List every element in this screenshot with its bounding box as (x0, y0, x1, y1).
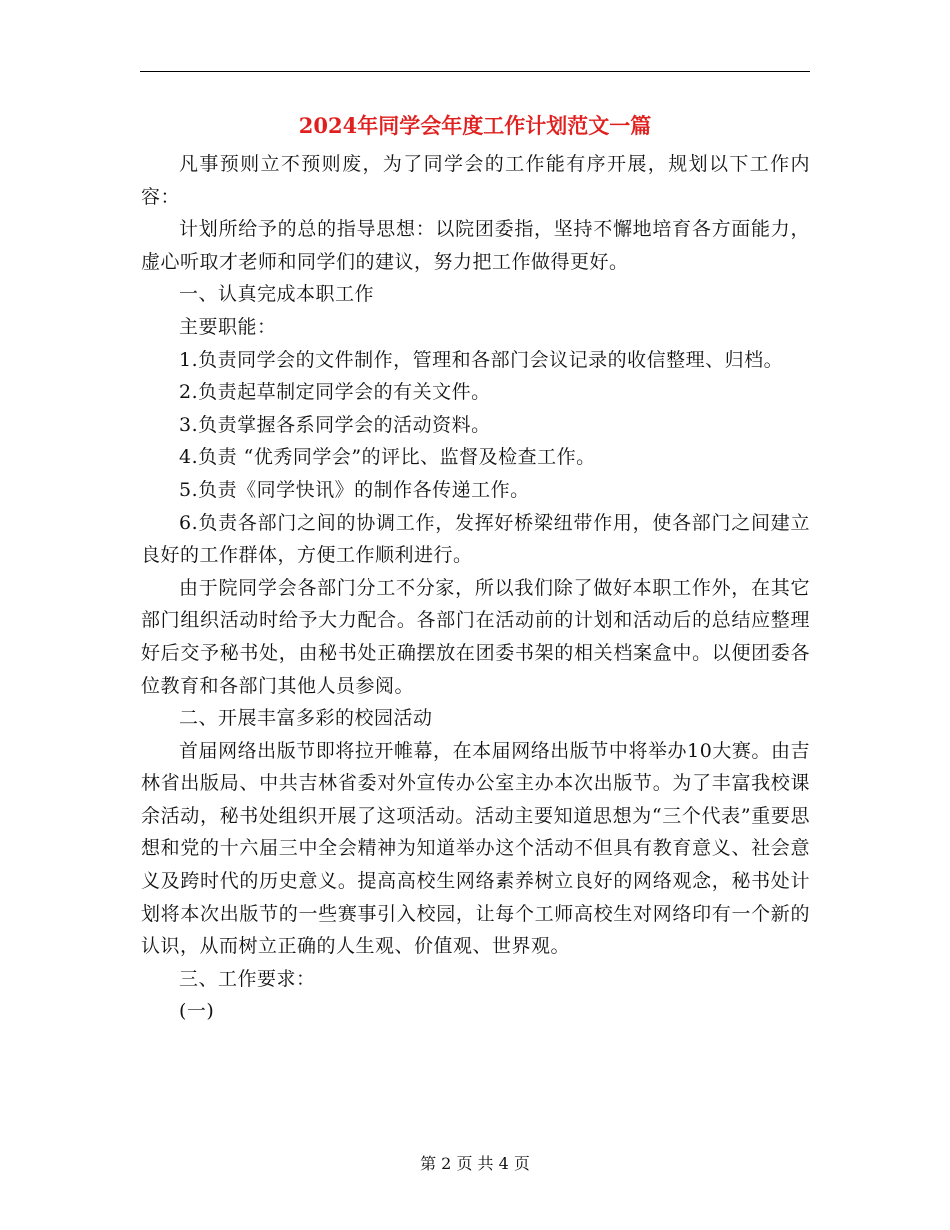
header-rule (140, 71, 810, 72)
list-item-duty-4: 4.负责 “优秀同学会”的评比、监督及检查工作。 (179, 446, 596, 469)
page-number-footer: 第 2 页 共 4 页 (420, 1154, 530, 1173)
list-item-duty-5: 5.负责《同学快讯》的制作各传递工作。 (179, 478, 530, 501)
document-body (141, 148, 810, 1028)
list-item-duty-2: 2.负责起草制定同学会的有关文件。 (179, 381, 491, 404)
paragraph-publishing-festival: 首届网络出版节即将拉开帷幕，在本届网络出版节中将举办10大赛。由吉林省出版局、中共吉林省委对外宣传办公室主办本次出版节。为了丰富我校课余活动，秘书处组织开展了这项活动。活动主要知道思想为“三个代表”重要思想和党的十六届三中全会精神为知道举办这个活动不但具有教育意义、社会意义及跨时代的历史意义。提高高校生网络素养树立良好的网络观念，秘书处计划将本次出版节的一些赛事引入校园，让每个工师高校生对网络印有一个新的认识，从而树立正确的人生观、价值观、世界观。 (141, 739, 810, 958)
section-heading-2: 二、开展丰富多彩的校园活动 (179, 707, 433, 730)
paragraph-cooperation: 由于院同学会各部门分工不分家，所以我们除了做好本职工作外，在其它部门组织活动时给予大力配合。各部门在活动前的计划和活动后的总结应整理好后交予秘书处，由秘书处正确摆放在团委书架的相关档案盒中。以便团委各位教育和各部门其他人员参阅。 (141, 576, 810, 697)
paragraph-guiding-thought: 计划所给予的总的指导思想：以院团委指，坚持不懈地培育各方面能力，虚心听取才老师和同学们的建议，努力把工作做得更好。 (141, 218, 810, 273)
section-heading-1: 一、认真完成本职工作 (179, 283, 375, 306)
paragraph-main-duties-label: 主要职能： (179, 315, 277, 338)
section-heading-3: 三、工作要求： (179, 967, 316, 990)
paragraph-intro: 凡事预则立不预则废，为了同学会的工作能有序开展，规划以下工作内容： (141, 153, 810, 208)
subsection-marker: (一) (179, 1000, 215, 1023)
list-item-duty-3: 3.负责掌握各系同学会的活动资料。 (179, 413, 491, 436)
document-title: 2024年同学会年度工作计划范文一篇 (298, 113, 652, 138)
list-item-duty-1: 1.负责同学会的文件制作，管理和各部门会议记录的收信整理、归档。 (179, 348, 784, 371)
list-item-duty-6: 6.负责各部门之间的协调工作，发挥好桥梁纽带作用，使各部门之间建立良好的工作群体，方便工作顺利进行。 (141, 511, 810, 567)
